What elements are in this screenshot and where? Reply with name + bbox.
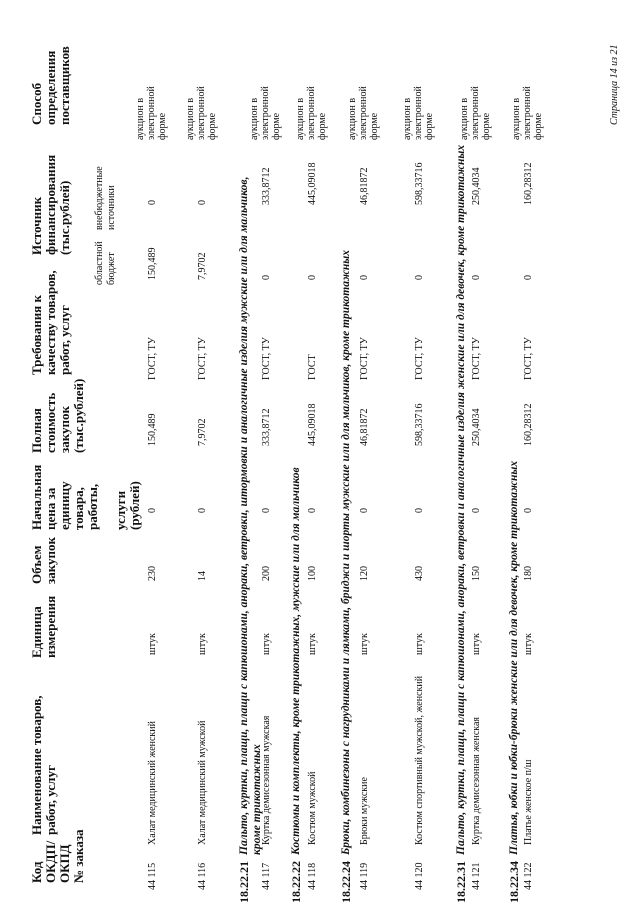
row-extra: 0 [197, 200, 208, 205]
row-price: 0 [359, 508, 370, 513]
header-code-line: ОКПД [57, 844, 72, 883]
header-unit-line: измерения [43, 595, 58, 658]
row-unit: штук [307, 633, 318, 655]
row-extra: 160,28312 [523, 162, 534, 205]
header-req-line: качеству товаров, [43, 270, 58, 375]
header-unit-line: Единица [29, 606, 44, 658]
row-method: аукцион в [249, 97, 260, 140]
row-number: 44 120 [414, 862, 425, 890]
header-fin-line: финансирования [43, 154, 58, 255]
row-obl: 0 [523, 275, 534, 280]
row-unit: штук [261, 633, 272, 655]
row-method: аукцион в [135, 97, 146, 140]
row-req: ГОСТ, ТУ [471, 337, 482, 380]
row-name: Куртка демисезонная мужская [261, 715, 272, 845]
row-method: форме [271, 112, 282, 140]
header-fin-line: (тыс.рублей) [57, 180, 72, 255]
row-method: форме [369, 112, 380, 140]
header-price-line: товара, [71, 487, 86, 530]
row-total: 46,81872 [359, 408, 370, 446]
row-method: аукцион в [459, 97, 470, 140]
row-unit: штук [471, 633, 482, 655]
row-total: 150,489 [147, 413, 158, 446]
row-req: ГОСТ, ТУ [261, 337, 272, 380]
header-price-line: услуги [113, 490, 128, 530]
row-number: 44 119 [359, 862, 370, 890]
header-code-line: ОКДП/ [43, 840, 58, 883]
row-method: электронной [470, 86, 481, 140]
row-price: 0 [307, 508, 318, 513]
header-req-line: работ, услуг [57, 305, 72, 375]
row-req: ГОСТ, ТУ [147, 337, 158, 380]
row-unit: штук [197, 633, 208, 655]
row-total: 7,9702 [197, 418, 208, 446]
row-method: форме [207, 112, 218, 140]
row-unit: штук [359, 633, 370, 655]
row-total: 250,4034 [471, 408, 482, 446]
header-price-line: Начальная [29, 464, 44, 530]
row-method: электронной [413, 86, 424, 140]
section-title: Платья, юбки и юбки-брюки женские или для девочек, кроме трикотажных [508, 460, 520, 855]
header-total-line: (тыс.рублей) [71, 378, 86, 453]
header-price-line: единицу [57, 481, 72, 530]
header-fin-sub-line: источники [106, 185, 117, 230]
row-obl: 0 [307, 275, 318, 280]
row-unit: штук [147, 633, 158, 655]
header-fin-line: Источник [29, 196, 44, 255]
row-volume: 150 [471, 566, 482, 581]
row-name: Халат медицинский женский [147, 721, 158, 845]
header-method-line: поставщиков [57, 46, 72, 125]
row-extra: 46,81872 [359, 167, 370, 205]
row-method: электронной [306, 86, 317, 140]
row-method: электронной [146, 86, 157, 140]
row-price: 0 [471, 508, 482, 513]
row-price: 0 [147, 508, 158, 513]
section-title: Брюки, комбинезоны с нагрудниками и лямками, бриджи и шорты мужские или для мальчиков, кроме трикотажных [340, 249, 352, 855]
row-obl: 0 [359, 275, 370, 280]
row-obl: 7,9702 [197, 252, 208, 280]
row-req: ГОСТ, ТУ [197, 337, 208, 380]
row-method: форме [157, 112, 168, 140]
row-unit: штук [523, 633, 534, 655]
row-name: Куртка демисезонная женская [471, 716, 482, 845]
header-fin-sub-line: внебюджетные [94, 166, 105, 230]
header-code-line: № заказа [71, 829, 86, 883]
header-volume-line: Объем [29, 545, 44, 584]
row-name: Платье женское п/ш [523, 759, 534, 845]
row-number: 44 116 [197, 862, 208, 890]
row-price: 0 [414, 508, 425, 513]
row-extra: 0 [147, 200, 158, 205]
row-name: Костюм мужской [307, 771, 318, 845]
header-name-line: Наименование товаров, [29, 695, 44, 835]
header-fin-sub-line: бюджет [106, 252, 117, 285]
row-number: 44 121 [471, 862, 482, 890]
row-number: 44 115 [147, 862, 158, 890]
row-extra: 333,8712 [261, 167, 272, 205]
row-method: форме [481, 112, 492, 140]
row-volume: 100 [307, 566, 318, 581]
row-method: аукцион в [295, 97, 306, 140]
row-method: аукцион в [511, 97, 522, 140]
row-price: 0 [261, 508, 272, 513]
row-total: 333,8712 [261, 408, 272, 446]
header-fin-sub-line: областной [94, 241, 105, 285]
row-method: форме [317, 112, 328, 140]
row-volume: 430 [414, 566, 425, 581]
row-req: ГОСТ, ТУ [414, 337, 425, 380]
header-code-line: Код [29, 861, 44, 883]
row-extra: 445,09018 [307, 162, 318, 205]
row-volume: 120 [359, 566, 370, 581]
row-obl: 150,489 [147, 247, 158, 280]
row-name: Костюм спортивный мужской, женский [414, 675, 425, 845]
row-volume: 14 [197, 571, 208, 581]
row-method: электронной [196, 86, 207, 140]
header-method-line: Способ [29, 82, 44, 125]
row-obl: 0 [471, 275, 482, 280]
header-total-line: закупок [57, 405, 72, 453]
row-name: Халат медицинский мужской [197, 720, 208, 845]
row-name: Брюки мужские [359, 777, 370, 845]
header-name-line: работ, услуг [43, 765, 58, 835]
row-unit: штук [414, 633, 425, 655]
section-code: 18.22.21 [237, 861, 251, 903]
row-total: 598,33716 [414, 403, 425, 446]
header-price-line: (рублей) [127, 481, 142, 530]
row-method: электронной [358, 86, 369, 140]
row-method: аукцион в [402, 97, 413, 140]
section-title: Пальто, куртки, плащи, плащи с капюшонами, анораки, ветровки, штормовки и аналогичные изделия мужские или для мальчиков, [238, 176, 250, 855]
section-title: Пальто, куртки, плащи, плащи с капюшонами, анораки, ветровки и аналогичные изделия женские или для девочек, кроме трикотажных [455, 144, 467, 855]
row-method: форме [533, 112, 544, 140]
row-method: форме [424, 112, 435, 140]
row-total: 160,28312 [523, 403, 534, 446]
row-method: электронной [260, 86, 271, 140]
row-method: электронной [522, 86, 533, 140]
header-volume-line: закупок [43, 536, 58, 584]
row-obl: 0 [261, 275, 272, 280]
row-number: 44 117 [261, 862, 272, 890]
header-total-line: стоимость [43, 392, 58, 453]
section-title: Костюмы и комплекты, кроме трикотажных, мужские или для мальчиков [290, 467, 302, 855]
row-req: ГОСТ, ТУ [523, 337, 534, 380]
header-price-line: цена за [43, 487, 58, 530]
section-code: 18.22.22 [289, 861, 303, 903]
row-volume: 230 [147, 566, 158, 581]
row-number: 44 118 [307, 862, 318, 890]
row-method: аукцион в [347, 97, 358, 140]
header-req-line: Требования к [29, 295, 44, 375]
row-total: 445,09018 [307, 403, 318, 446]
row-volume: 180 [523, 566, 534, 581]
section-title: кроме трикотажных [251, 744, 263, 855]
row-price: 0 [523, 508, 534, 513]
row-method: аукцион в [185, 97, 196, 140]
row-req: ГОСТ, ТУ [359, 337, 370, 380]
row-number: 44 122 [523, 862, 534, 890]
section-code: 18.22.34 [507, 861, 521, 903]
row-obl: 0 [414, 275, 425, 280]
section-code: 18.22.24 [339, 861, 353, 903]
section-code: 18.22.31 [454, 861, 468, 903]
page-footer: Страница 14 из 21 [609, 44, 620, 125]
row-price: 0 [197, 508, 208, 513]
row-extra: 250,4034 [471, 167, 482, 205]
header-price-line: работы, [85, 483, 100, 530]
row-extra: 598,33716 [414, 162, 425, 205]
row-req: ГОСТ [307, 354, 318, 380]
row-volume: 200 [261, 566, 272, 581]
header-method-line: определения [43, 50, 58, 125]
header-total-line: Полная [29, 408, 44, 453]
